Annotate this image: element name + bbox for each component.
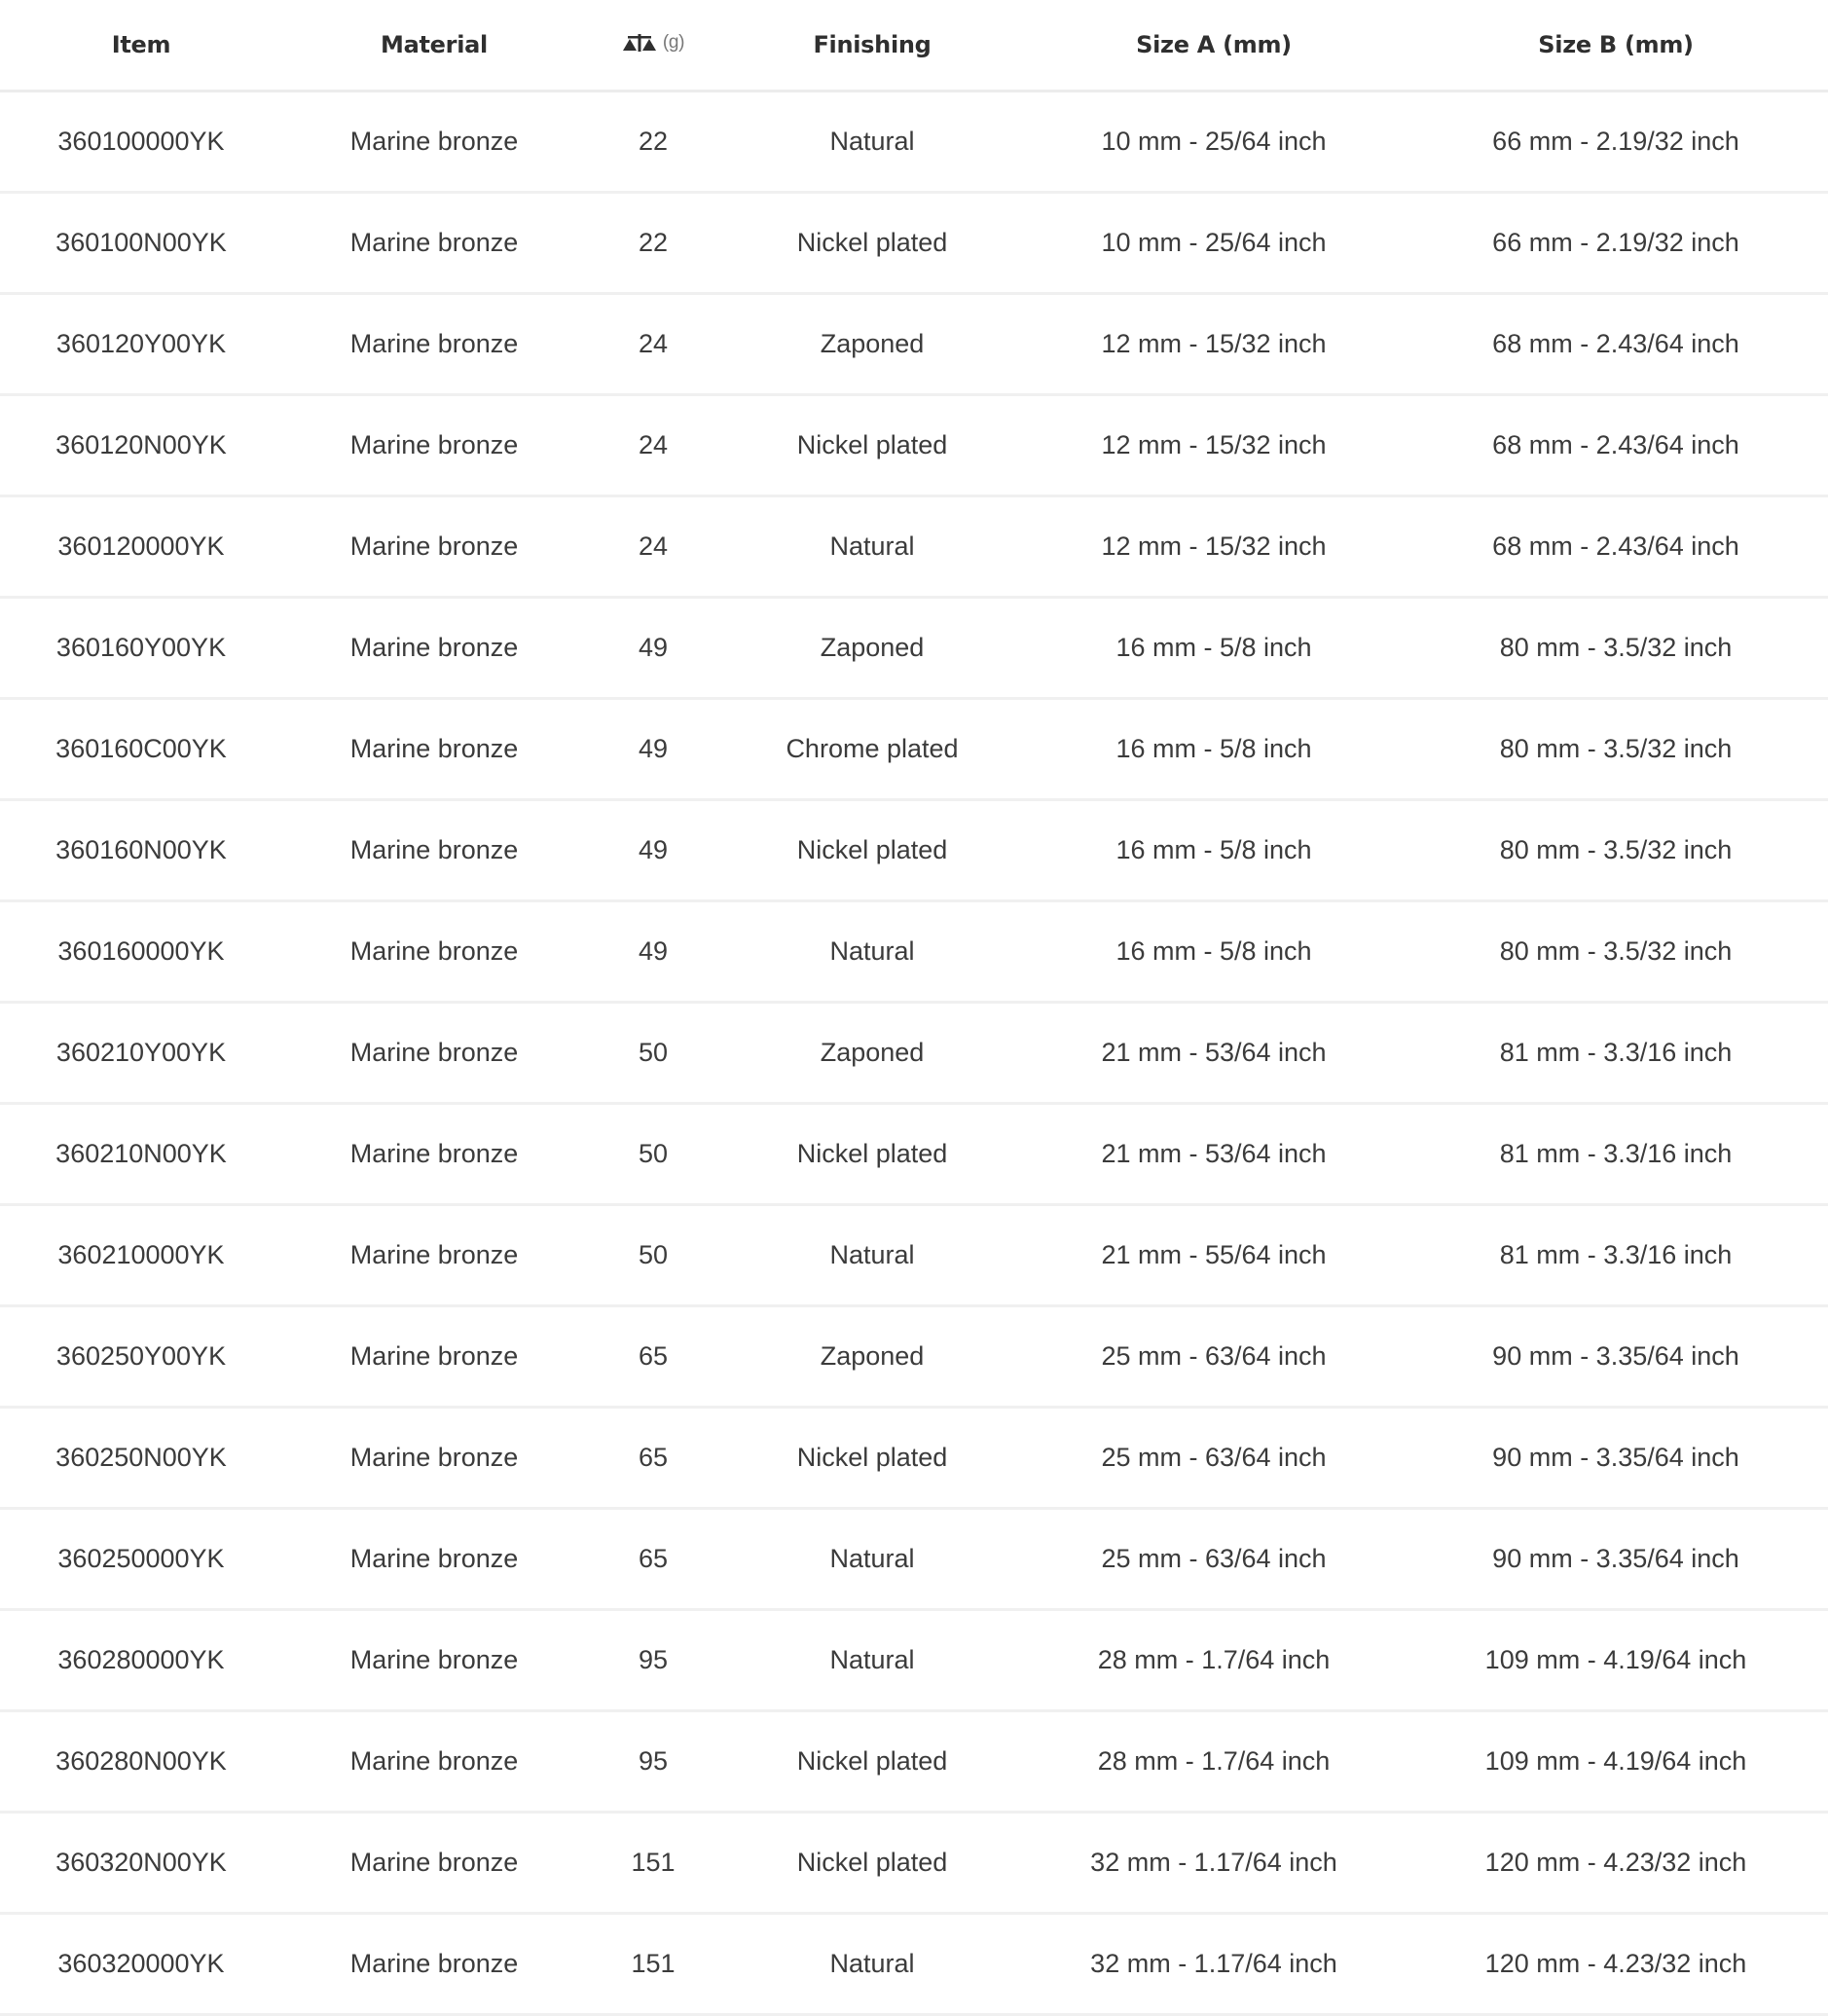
cell-size-b: 120 mm - 4.23/32 inch [1404, 1914, 1828, 2015]
cell-weight: 151 [586, 1914, 720, 2015]
table-row [0, 598, 1828, 699]
cell-item: 360100N00YK [0, 193, 282, 294]
cell-material: Marine bronze [282, 1205, 586, 1306]
cell-size-b: 90 mm - 3.35/64 inch [1404, 1306, 1828, 1408]
cell-size-a: 16 mm - 5/8 inch [1024, 901, 1404, 1003]
cell-finishing: Natural [720, 496, 1024, 598]
table-row [0, 1104, 1828, 1205]
cell-size-a: 16 mm - 5/8 inch [1024, 699, 1404, 800]
cell-size-b: 80 mm - 3.5/32 inch [1404, 699, 1828, 800]
column-header-size-b: Size B (mm) [1404, 0, 1828, 92]
table-row [0, 395, 1828, 496]
cell-material: Marine bronze [282, 901, 586, 1003]
cell-weight: 65 [586, 1509, 720, 1610]
column-header-finishing: Finishing [720, 0, 1024, 92]
cell-finishing: Zaponed [720, 1306, 1024, 1408]
cell-item: 360320N00YK [0, 1813, 282, 1914]
cell-finishing: Nickel plated [720, 1104, 1024, 1205]
cell-size-a: 16 mm - 5/8 inch [1024, 598, 1404, 699]
cell-finishing: Natural [720, 1509, 1024, 1610]
cell-size-a: 12 mm - 15/32 inch [1024, 496, 1404, 598]
cell-size-b: 66 mm - 2.19/32 inch [1404, 193, 1828, 294]
cell-size-b: 68 mm - 2.43/64 inch [1404, 395, 1828, 496]
cell-weight: 49 [586, 699, 720, 800]
cell-material: Marine bronze [282, 1509, 586, 1610]
cell-weight: 24 [586, 395, 720, 496]
cell-item: 360160Y00YK [0, 598, 282, 699]
cell-finishing: Nickel plated [720, 1408, 1024, 1509]
weight-scale-icon [622, 33, 657, 53]
cell-size-a: 25 mm - 63/64 inch [1024, 1408, 1404, 1509]
cell-weight: 49 [586, 800, 720, 901]
cell-item: 360210000YK [0, 1205, 282, 1306]
cell-size-b: 66 mm - 2.19/32 inch [1404, 92, 1828, 193]
cell-finishing: Natural [720, 1205, 1024, 1306]
table-row [0, 1711, 1828, 1813]
table-row [0, 1205, 1828, 1306]
cell-size-a: 25 mm - 63/64 inch [1024, 1509, 1404, 1610]
cell-weight: 49 [586, 901, 720, 1003]
cell-item: 360280000YK [0, 1610, 282, 1711]
cell-item: 360160000YK [0, 901, 282, 1003]
table-row [0, 901, 1828, 1003]
table-row [0, 294, 1828, 395]
cell-weight: 50 [586, 1104, 720, 1205]
cell-material: Marine bronze [282, 699, 586, 800]
table-row [0, 1408, 1828, 1509]
cell-item: 360210N00YK [0, 1104, 282, 1205]
table-body [0, 92, 1828, 2015]
cell-finishing: Natural [720, 1914, 1024, 2015]
cell-material: Marine bronze [282, 193, 586, 294]
cell-finishing: Zaponed [720, 598, 1024, 699]
cell-finishing: Chrome plated [720, 699, 1024, 800]
table-row [0, 1306, 1828, 1408]
table-row [0, 1914, 1828, 2015]
cell-weight: 24 [586, 496, 720, 598]
cell-material: Marine bronze [282, 1003, 586, 1104]
cell-material: Marine bronze [282, 496, 586, 598]
cell-item: 360250Y00YK [0, 1306, 282, 1408]
cell-finishing: Nickel plated [720, 1813, 1024, 1914]
cell-item: 360120Y00YK [0, 294, 282, 395]
cell-weight: 65 [586, 1306, 720, 1408]
cell-weight: 24 [586, 294, 720, 395]
table-row [0, 800, 1828, 901]
cell-finishing: Nickel plated [720, 800, 1024, 901]
cell-weight: 95 [586, 1711, 720, 1813]
cell-size-b: 120 mm - 4.23/32 inch [1404, 1813, 1828, 1914]
cell-size-a: 16 mm - 5/8 inch [1024, 800, 1404, 901]
cell-size-a: 28 mm - 1.7/64 inch [1024, 1610, 1404, 1711]
cell-material: Marine bronze [282, 1711, 586, 1813]
cell-weight: 50 [586, 1003, 720, 1104]
cell-item: 360280N00YK [0, 1711, 282, 1813]
cell-item: 360160C00YK [0, 699, 282, 800]
cell-size-a: 25 mm - 63/64 inch [1024, 1306, 1404, 1408]
table-row [0, 1003, 1828, 1104]
cell-item: 360250N00YK [0, 1408, 282, 1509]
cell-weight: 22 [586, 193, 720, 294]
cell-size-a: 21 mm - 55/64 inch [1024, 1205, 1404, 1306]
cell-material: Marine bronze [282, 395, 586, 496]
cell-finishing: Natural [720, 92, 1024, 193]
cell-material: Marine bronze [282, 598, 586, 699]
cell-item: 360250000YK [0, 1509, 282, 1610]
cell-item: 360120N00YK [0, 395, 282, 496]
cell-size-a: 32 mm - 1.17/64 inch [1024, 1914, 1404, 2015]
table-header-row [0, 0, 1828, 92]
cell-item: 360210Y00YK [0, 1003, 282, 1104]
table-row [0, 1610, 1828, 1711]
cell-size-a: 21 mm - 53/64 inch [1024, 1104, 1404, 1205]
cell-size-b: 80 mm - 3.5/32 inch [1404, 901, 1828, 1003]
cell-size-a: 10 mm - 25/64 inch [1024, 193, 1404, 294]
weight-unit-label: (g) [662, 32, 685, 53]
cell-finishing: Nickel plated [720, 193, 1024, 294]
table-row [0, 1813, 1828, 1914]
cell-size-b: 80 mm - 3.5/32 inch [1404, 598, 1828, 699]
cell-material: Marine bronze [282, 1104, 586, 1205]
column-header-weight [586, 0, 720, 92]
cell-size-b: 81 mm - 3.3/16 inch [1404, 1104, 1828, 1205]
cell-size-a: 12 mm - 15/32 inch [1024, 395, 1404, 496]
cell-size-a: 10 mm - 25/64 inch [1024, 92, 1404, 193]
cell-weight: 22 [586, 92, 720, 193]
cell-material: Marine bronze [282, 294, 586, 395]
column-header-size-a: Size A (mm) [1024, 0, 1404, 92]
cell-weight: 49 [586, 598, 720, 699]
cell-size-b: 80 mm - 3.5/32 inch [1404, 800, 1828, 901]
cell-material: Marine bronze [282, 1408, 586, 1509]
cell-size-b: 68 mm - 2.43/64 inch [1404, 294, 1828, 395]
cell-size-b: 90 mm - 3.35/64 inch [1404, 1408, 1828, 1509]
cell-finishing: Natural [720, 901, 1024, 1003]
cell-item: 360120000YK [0, 496, 282, 598]
column-header-material: Material [282, 0, 586, 92]
cell-weight: 151 [586, 1813, 720, 1914]
table-row [0, 193, 1828, 294]
cell-size-b: 81 mm - 3.3/16 inch [1404, 1205, 1828, 1306]
cell-size-b: 81 mm - 3.3/16 inch [1404, 1003, 1828, 1104]
cell-item: 360320000YK [0, 1914, 282, 2015]
cell-finishing: Natural [720, 1610, 1024, 1711]
cell-size-b: 68 mm - 2.43/64 inch [1404, 496, 1828, 598]
cell-size-a: 32 mm - 1.17/64 inch [1024, 1813, 1404, 1914]
cell-material: Marine bronze [282, 92, 586, 193]
table-row [0, 92, 1828, 193]
cell-weight: 65 [586, 1408, 720, 1509]
column-header-item: Item [0, 0, 282, 92]
table-row [0, 1509, 1828, 1610]
cell-size-a: 12 mm - 15/32 inch [1024, 294, 1404, 395]
cell-material: Marine bronze [282, 1813, 586, 1914]
cell-size-a: 21 mm - 53/64 inch [1024, 1003, 1404, 1104]
cell-material: Marine bronze [282, 1914, 586, 2015]
cell-size-b: 109 mm - 4.19/64 inch [1404, 1711, 1828, 1813]
cell-material: Marine bronze [282, 1610, 586, 1711]
cell-finishing: Zaponed [720, 1003, 1024, 1104]
cell-size-b: 90 mm - 3.35/64 inch [1404, 1509, 1828, 1610]
table-row [0, 496, 1828, 598]
cell-finishing: Nickel plated [720, 1711, 1024, 1813]
cell-size-a: 28 mm - 1.7/64 inch [1024, 1711, 1404, 1813]
cell-size-b: 109 mm - 4.19/64 inch [1404, 1610, 1828, 1711]
cell-item: 360160N00YK [0, 800, 282, 901]
cell-finishing: Zaponed [720, 294, 1024, 395]
cell-item: 360100000YK [0, 92, 282, 193]
cell-finishing: Nickel plated [720, 395, 1024, 496]
cell-material: Marine bronze [282, 800, 586, 901]
cell-material: Marine bronze [282, 1306, 586, 1408]
table-row [0, 699, 1828, 800]
cell-weight: 95 [586, 1610, 720, 1711]
cell-weight: 50 [586, 1205, 720, 1306]
